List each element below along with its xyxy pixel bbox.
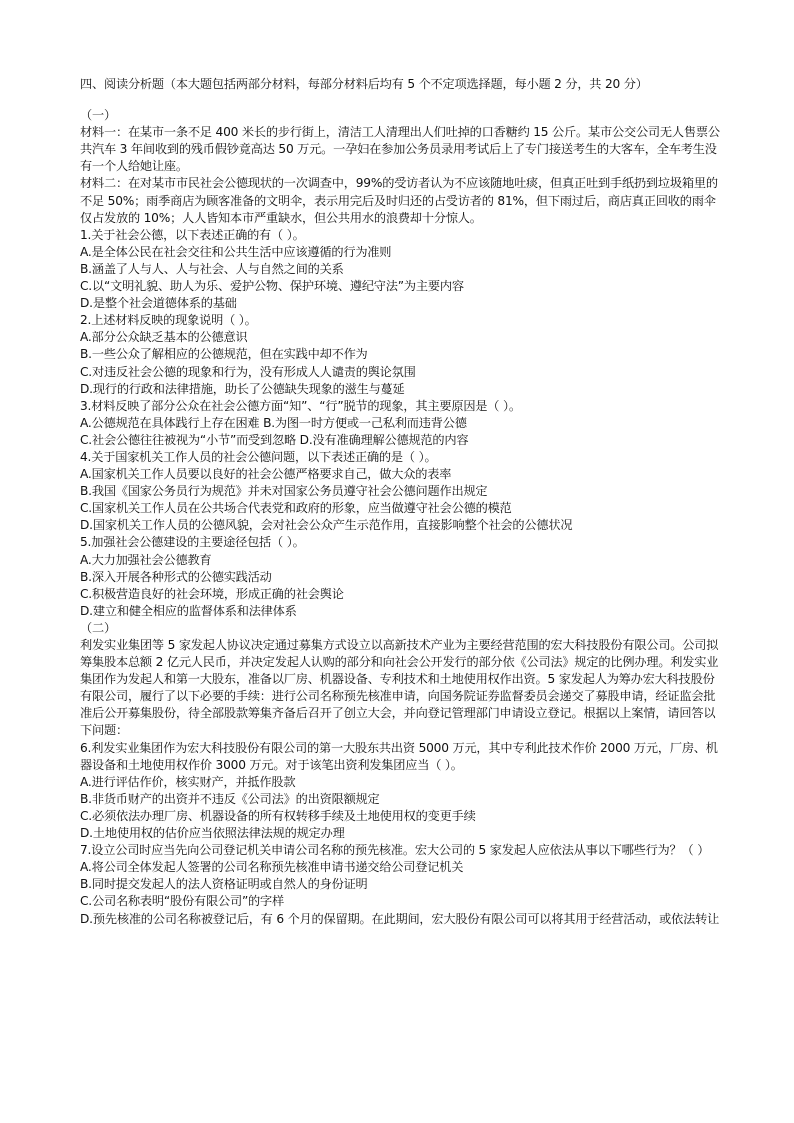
option-line: B.非货币财产的出资并不违反《公司法》的出资限额规定 [80, 791, 380, 806]
part-two-label: （二） [80, 620, 116, 635]
option-line: A.将公司全体发起人签署的公司名称预先核准申请书递交给公司登记机关 [80, 860, 464, 875]
question-line: 5.加强社会公德建设的主要途径包括（ ）。 [80, 535, 305, 550]
question-line: B.我国《国家公务员行为规范》并未对国家公务员遵守社会公德问题作出规定 [80, 484, 488, 499]
question-line: A.公德规范在具体践行上存在困难 B.为图一时方便或一己私利而违背公德 [80, 415, 467, 430]
question-line: 2.上述材料反映的现象说明（ ）。 [80, 313, 257, 328]
question-line: C.对违反社会公德的现象和行为，没有形成人人谴责的舆论氛围 [80, 364, 416, 379]
question-line: D.建立和健全相应的监督体系和法律体系 [80, 603, 297, 618]
question-line: 1.关于社会公德，以下表述正确的有（ ）。 [80, 227, 305, 242]
part-two [80, 620, 720, 928]
option-line: A.进行评估作价，核实财产，并抵作股款 [80, 774, 296, 789]
question-line: D.是整个社会道德体系的基础 [80, 296, 237, 311]
option-line: C.必须依法办理厂房、机器设备的所有权转移手续及土地使用权的变更手续 [80, 808, 476, 823]
case-material: 利发实业集团等 5 家发起人协议决定通过募集方式设立以高新技术产业为主要经营范围的宏大科技股份有限公司。公司拟筹集股本总额 2 亿元人民币，并决定发起人认购的部分和向社会公开发行的部分依《公司法》规定的比例办理。利发实业集团作为发起人和第一大股东，准备以厂房、机器设备、专利技术和土地使用权作出资。5 家发起人为筹办宏大科技股份有限公司，履行了以下必要的手续：进行公司名称预先核准申请，向国务院证券监督委员会递交了募股申请，经证监会批准后公开募集股份，待全部股款筹集齐备后召开了创立大会，并向登记管理部门申请设立登记。根据以上案情，请回答以下问题： [80, 638, 719, 738]
part-one [80, 107, 720, 620]
question-line: A.国家机关工作人员要以良好的社会公德严格要求自己，做大众的表率 [80, 467, 452, 482]
question-line: C.社会公德往往被视为“小节”而受到忽略 D.没有准确理解公德规范的内容 [80, 432, 469, 447]
question-line: D.国家机关工作人员的公德风貌，会对社会公众产生示范作用，直接影响整个社会的公德状况 [80, 518, 573, 533]
section-heading: 四、阅读分析题（本大题包括两部分材料，每部分材料后均有 5 个不定项选择题，每小题 2 分，共 20 分） [80, 77, 648, 91]
option-line: D.土地使用权的估价应当依照法律法规的规定办理 [80, 826, 345, 841]
question-line: A.大力加强社会公德教育 [80, 552, 212, 567]
question-6-options [80, 774, 720, 842]
question-7-options [80, 859, 720, 910]
material-two: 材料二：在对某市市民社会公德现状的一次调查中，99%的受访者认为不应该随地吐痰，但真正吐到手纸扔到垃圾箱里的不足 50%；雨季商店为顾客准备的文明伞，表示用完后及时归还的占受访者的 81%，但下雨过后，商店真正回收的雨伞仅占发放的 10%；人人皆知本市严重缺水，但公共用水的浪费却十分惊人。 [80, 176, 718, 225]
question-line: C.国家机关工作人员在公共场合代表党和政府的形象，应当做遵守社会公德的模范 [80, 501, 512, 516]
question-line: 3.材料反映了部分公众在社会公德方面“知”、“行”脱节的现象，其主要原因是（ ）。 [80, 398, 521, 413]
question-6: 6.利发实业集团作为宏大科技股份有限公司的第一大股东共出资 5000 万元，其中专利此技术作价 2000 万元，厂房、机器设备和土地使用权作价 3000 万元。对于该笔出资利发集团应当（ ）。 [80, 740, 718, 772]
question-line: 4.关于国家机关工作人员的社会公德问题，以下表述正确的是（ ）。 [80, 449, 437, 464]
question-line: D.现行的行政和法律措施，助长了公德缺失现象的滋生与蔓延 [80, 381, 405, 396]
question-line: A.部分公众缺乏基本的公德意识 [80, 330, 248, 345]
question-7: 7.设立公司时应当先向公司登记机关申请公司名称的预先核准。宏大公司的 5 家发起人应依法从事以下哪些行为？（ ） [80, 843, 710, 858]
part-one-questions [80, 227, 720, 620]
question-line: B.一些公众了解相应的公德规范，但在实践中却不作为 [80, 347, 368, 362]
option-line: C.公司名称表明“股份有限公司”的字样 [80, 894, 285, 909]
question-7-option-d: D.预先核准的公司名称被登记后，有 6 个月的保留期。在此期间，宏大股份有限公司可以将其用于经营活动，或依法转让 [80, 911, 720, 926]
question-line: B.深入开展各种形式的公德实践活动 [80, 569, 272, 584]
question-line: B.涵盖了人与人、人与社会、人与自然之间的关系 [80, 261, 344, 276]
material-one: 材料一：在某市一条不足 400 米长的步行街上，清洁工人清理出人们吐掉的口香糖约 15 公斤。某市公交公司无人售票公共汽车 3 年间收到的残币假钞竟高达 50 万元。一孕妇在参加公务员录用考试后上了专门接送考生的大客车，全车考生没有一个人给她让座。 [80, 125, 720, 174]
document-body [80, 76, 720, 928]
question-line: A.是全体公民在社会交往和公共生活中应该遵循的行为准则 [80, 244, 392, 259]
part-one-label: （一） [80, 108, 116, 123]
question-line: C.积极营造良好的社会环境，形成正确的社会舆论 [80, 586, 344, 601]
question-line: C.以“文明礼貌、助人为乐、爱护公物、保护环境、遵纪守法”为主要内容 [80, 279, 464, 294]
option-line: B.同时提交发起人的法人资格证明或自然人的身份证明 [80, 877, 368, 892]
